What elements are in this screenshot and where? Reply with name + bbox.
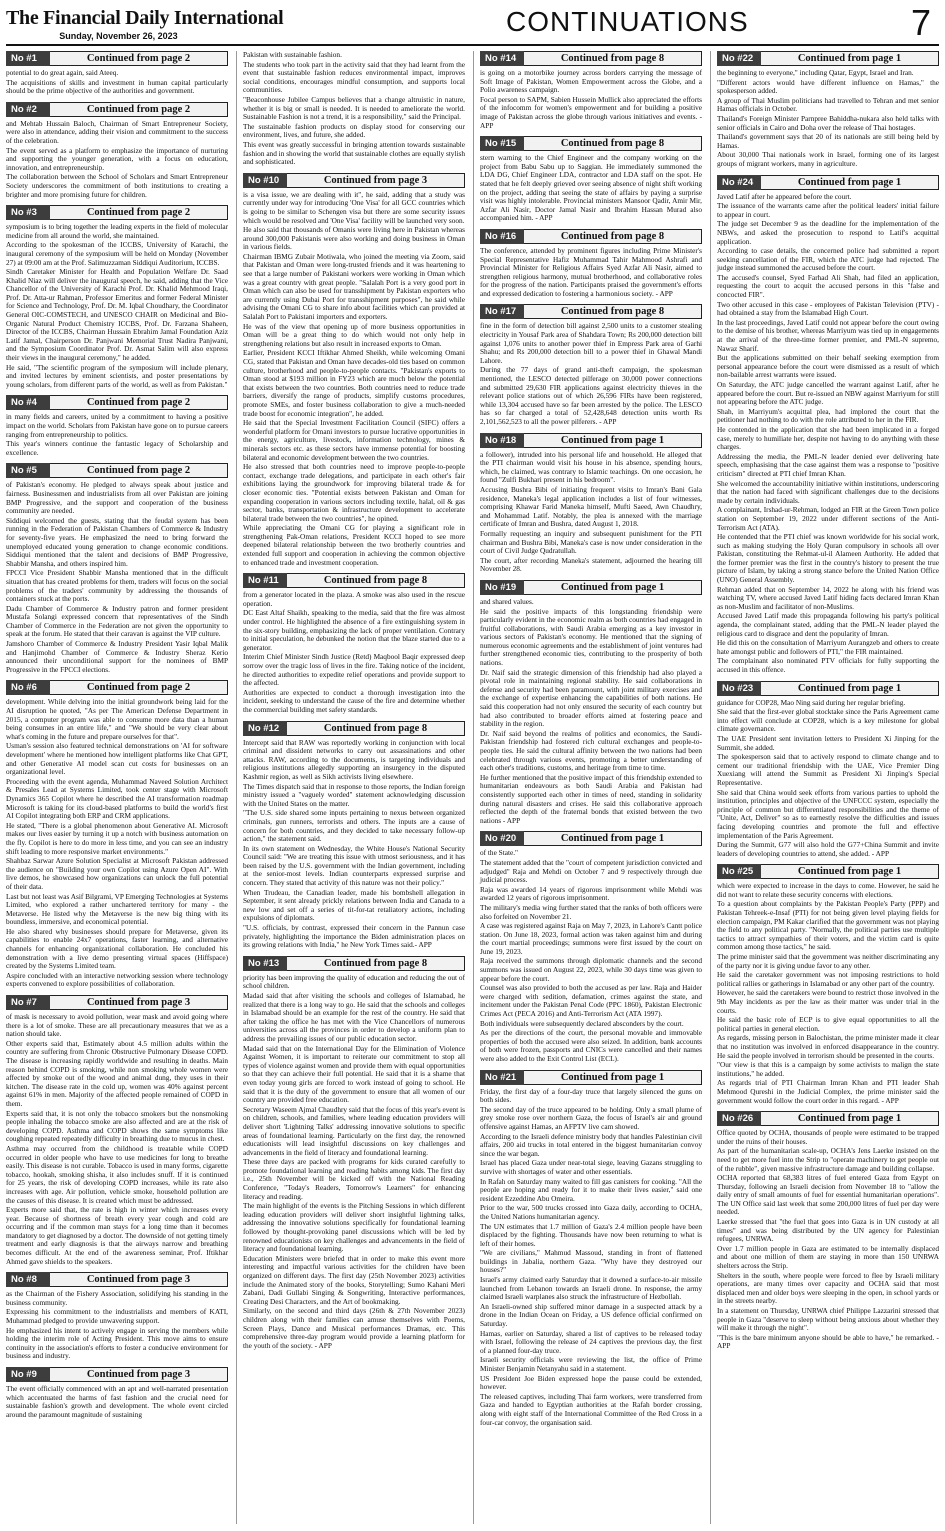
article-paragraph: The event served as a platform to emphasize the importance of nurturing and supporting the younger generation, with a focus on education, innovation, and entrepreneurship. [6, 145, 228, 172]
article-number-badge: No #15 [480, 136, 524, 151]
article-paragraph: Counsel was also provided to both the accused as per law. Raja and Haider were charged with sedition, defamation, crimes against the state, and incitement under the Pakistan Penal Code (PPC 1860), Pakistan Electronic Crimes Act (PECA 2016) and Anti-Terrorism Act (ATA 1997). [480, 983, 702, 1019]
article-paragraph: Thailand's government says that 20 of its nationals are still being held by Hamas. [717, 132, 939, 150]
article-paragraph: In Rafah on Saturday many waited to fill gas canisters for cooking. "All the people are hoping and ready for it to make their lives easier," said one resident Ezzeddine Abu Omeira. [480, 1176, 702, 1203]
column-2 [236, 51, 465, 1524]
article-paragraph: Office quoted by OCHA, thousands of people were estimated to be trapped under the ruins of their houses. [717, 1128, 939, 1146]
article-paragraph: He emphasized his intent to actively engage in serving the members while holding the interim role of Acting President. This move aims to ensure continuity in the association's efforts to foster a conducive environment for business and industry. [6, 1325, 228, 1361]
continued-from-label: Continued from page 2 [50, 51, 228, 66]
article-paragraph: During the Summit, G77 will also hold the G77+China Summit and invite leaders of developing countries to attend, she added. - APP [717, 840, 939, 858]
article-number-badge: No #3 [6, 205, 50, 220]
continued-article [480, 433, 702, 574]
article-body [717, 1129, 939, 1351]
article-header [480, 580, 702, 595]
column-1 [6, 51, 228, 1524]
article-paragraph: The students who took part in the activity said that they had learnt from the event that sustainable fashion reduces environmental impact, improves social conditions, encourages mindful consumption, and supports local communities. [243, 59, 465, 95]
article-columns [6, 46, 939, 1524]
article-header [6, 1367, 228, 1382]
article-paragraph: He said, "The scientific program of the symposium will include plenary, and invited lectures by eminent scientists, and poster presentations by young scholars, from different parts of the world, as well as from Pakistan." [6, 362, 228, 389]
article-header [480, 304, 702, 319]
article-body [6, 413, 228, 457]
article-paragraph: But the applications submitted on their behalf seeking exemption from personal appearance before the court were dismissed as a result of which non-bailable arrest warrants were issued. [717, 353, 939, 380]
article-header [6, 205, 228, 220]
continued-article [6, 680, 228, 989]
article-paragraph: Formally requesting an inquiry and subsequent punishment for the PTI chairman and Bushra Bibi, Maneka's case is now under consideration in the court of Civil Judge Qudratullah. [480, 528, 702, 556]
article-paragraph: is going on a motorbike journey across borders carrying the message of Soft Image of Pakistan, Women Empowerment across the Globe, and a Polio awareness campaign. [480, 68, 702, 95]
continued-from-label: Continued from page 1 [524, 831, 702, 846]
article-number-badge: No #21 [480, 1070, 524, 1085]
article-paragraph: "This is the bare minimum anyone should be able to have," he remarked. - APP [717, 1332, 939, 1351]
article-paragraph: in many fields and careers, united by a commitment to having a positive impact on the world. Scholars from Pakistan have gone on to pursue careers ranging from entrepreneurship to politics. [6, 412, 228, 439]
article-paragraph: Dadu Chamber of Commerce & Industry patron and former president Mustafa Solangi expressed concern that representatives of the Sindh Chamber of Commerce in the Federation are not given the opportunity to speak at the forum. He stated that their caravan is against the VIP culture. [6, 603, 228, 639]
article-number-badge: No #4 [6, 395, 50, 410]
article-paragraph: The spokesperson said that to actively respond to climate change and to cement our traditional friendship with the UAE, Vice Premier Ding Xuexiang will attend the Summit as President Xi Jinping's Special Representative. [717, 752, 939, 787]
article-header [6, 395, 228, 410]
article-paragraph: As part of the humanitarian scale-up, OCHA's Jens Laerke insisted on the need to get more fuel into the Strip to "operate machinery to get people out of the rubble", given massive infrastructure damage and building collapse. [717, 1146, 939, 1173]
article-body [6, 1290, 228, 1361]
continued-article [243, 956, 465, 1351]
article-paragraph: Javed Latif after he appeared before the court. [717, 191, 852, 201]
article-paragraph: As regards, missing person in Balochistan, the prime minister made it clear that no institution was involved in enforced disappearance in the country. He said the people involved in terrorism should be presented in the courts. [717, 1033, 939, 1060]
continued-article [480, 1070, 702, 1428]
continued-article [6, 995, 228, 1266]
article-paragraph: Experts said that, it is not only the tobacco smokers but the nonsmoking people inhaling the tobacco smoke are also affected and are at the risk of developing COPD. Asthma and COPD shows the same symptoms like coughing repeated repeatedly difficulty in breathing due to mucus in chest. [6, 1108, 228, 1144]
continued-from-label: Continued from page 8 [287, 573, 465, 588]
continued-from-label: Continued from page 2 [50, 205, 228, 220]
article-number-badge: No #11 [243, 573, 287, 588]
article-paragraph: The accused's counsel, Syed Farhad Ali Shah, had filed an application, requesting the court to acquit the accused persons in this "false and concocted FIR". [717, 272, 939, 300]
article-header [717, 1111, 939, 1126]
article-paragraph: The second day of the truce appeared to be holding. Only a small plume of grey smoke rose over northern Gaza, the focus of Israel's air and ground offensive against Hamas, an AFPTV live cam showed. [480, 1104, 702, 1131]
continued-article [480, 580, 702, 825]
article-paragraph: According to the Israeli defence ministry body that handles Palestinian civil affairs, 200 aid trucks in total entered in the biggest humanitarian convoy since the war began. [480, 1131, 702, 1158]
article-paragraph: Intercept said that RAW was reportedly working in conjunction with local criminal and dissident networks to carry out assassinations and other attacks. RAW, according to the documents, is targeting individuals and religious institutions allegedly supporting an insurgency in the disputed Kashmir region, as well as Sikh activists living elsewhere. [243, 737, 465, 781]
article-body [243, 191, 465, 568]
article-header [243, 956, 465, 971]
article-paragraph: Prior to the war, 500 trucks crossed into Gaza daily, according to OCHA, the United Nations humanitarian agency. [480, 1203, 702, 1221]
article-paragraph: Asthma may occurred from the childhood is treatable while COPD occurred in older people who have to use medicines for long to breathe easily. This disease is not curable. Tobacco is used in many forms, cigarette tobacco, hookah, smoking shisha, it also includes snuff. If it is continued for 25 years, the risk of developing COPD increases, while its rate also increases with age. Air pollution, vehicle smoke, household pollution are the causes of this disease. It is created which must be addressed. [6, 1143, 228, 1205]
article-number-badge: No #6 [6, 680, 50, 695]
article-paragraph: The prime minister said that the government was neither discriminating any of the party nor it is giving undue favor to any other. [717, 952, 939, 970]
article-paragraph: Both individuals were subsequently declared absconders by the court. [480, 1018, 684, 1028]
article-paragraph: An Israeli-owned ship suffered minor damage in a suspected attack by a drone in the Indian Ocean on Friday, a US defence official confirmed on Saturday. [480, 1301, 702, 1329]
continued-from-label: Continued from page 1 [761, 175, 939, 190]
article-paragraph: He also stressed that both countries need to improve people-to-people contact, exchange trade delegations, and participate in each other's fair exhibitions laying the groundwork for improving bilateral trade & for closer economic ties. "Potential exists between Pakistan and Oman for expanding cooperation in various sectors including textile, halal, oil & gas sector, banks, transportation & infrastructure development to accelerate bilateral trade between the two countries", he opined. [243, 462, 465, 523]
article-paragraph: Expressing his commitment to the industrialists and members of KATI, Muhammad pledged to provide unwavering support. [6, 1307, 228, 1326]
article-paragraph: The issuance of the warrants came after the political leaders' initial failure to appear in court. [717, 201, 939, 219]
article-paragraph: as the Chairman of the Fishery Association, solidifying his standing in the business community. [6, 1289, 228, 1307]
article-paragraph: Sindh Caretaker Minister for Health and Population Welfare Dr. Saad Khalid Niaz will deliver the inaugural speech, he said, adding that the Vice Chancellor of the University of Karachi Prof. Dr. Khalid Mehmood Iraqi, Prof. Dr. Atta-ur Rahman, Professor Emeritus and former Federal Minister for Science and Technology, Prof. Dr. M. Iqbal Choudhary, the Coordinator General OIC-COMSTECH, and UNESCO CHAIR on Medicinal and Bio-Organic Natural Product Chemistry ICCBS, Prof. Dr. Farzana Shaheen, Director of the ICCBS, Chairman Hussain Ebrahim Jamal Foundation Aziz Latif Jamal, Chairperson Dr. Panjwani Memorial Trust Nadira Panjwani, and the Symposium Coordinator Prof. Dr. Asmat Salim will also express their views in the inaugural ceremony," he added. [6, 267, 228, 363]
article-paragraph: Two other accused in this case - employees of Pakistan Television (PTV) - had obtained a stay from the Islamabad High Court. [717, 299, 939, 318]
continued-article [243, 51, 465, 167]
paper-name: The Financial Daily International [6, 7, 284, 29]
continued-article [717, 175, 939, 675]
article-paragraph: According to the spokesman of the ICCBS, University of Karachi, the inaugural ceremony of the symposium will be held on Monday (November 27) at 09:00 am at the Prof. Salimuzzaman Siddiqui Auditorium, ICCBS. [6, 240, 228, 267]
article-header [717, 175, 939, 190]
continued-article [480, 831, 702, 1063]
article-paragraph: Dr. Naif said beyond the realms of politics and economics, the Saudi-Pakistan friendship had fostered rich cultural exchanges and people-to-people ties. He said the cultural affinity between the two nations had been celebrated through various events, promoting a better understanding of each other's traditions, customs, and heritage from time to time. [480, 728, 702, 773]
continued-article [6, 102, 228, 199]
article-number-badge: No #1 [6, 51, 50, 66]
article-paragraph: Madad said that on the International Day for the Elimination of Violence Against Women, it is important to reiterate our commitment to stop all types of violence against women and provide them with equal opportunities so that they can achieve their full potential. He said that it is a shame that even today young girls are forced to work instead of going to school. He said that it is the duty of the government to ensure that all women of our country are provided free education. [243, 1043, 465, 1105]
article-paragraph: Aspire concluded with an interactive networking session where technology experts convened to explore possibilities of collaboration. [6, 970, 228, 989]
continued-article [717, 681, 939, 859]
article-paragraph: The UN estimates that 1.7 million of Gaza's 2.4 million people have been displaced by the fighting. Thousands have now been returning to what is left of their homes. [480, 1221, 702, 1248]
continued-article [480, 229, 702, 299]
article-body [717, 193, 939, 675]
continued-from-label: Continued from page 1 [524, 1070, 702, 1085]
article-number-badge: No #14 [480, 51, 524, 66]
article-number-badge: No #26 [717, 1111, 761, 1126]
article-body [6, 1013, 228, 1266]
article-header [717, 51, 939, 66]
article-body [6, 698, 228, 989]
article-paragraph: Accused Javed Latif made this propaganda following his party's political agenda, the complainant stated, adding that the PML-N leader played the religious card to disgrace and dent the popularity of Imran. [717, 611, 939, 638]
continued-from-label: Continued from page 1 [761, 1111, 939, 1126]
article-paragraph: the beginning to everyone," including Qatar, Egypt, Israel and Iran. [717, 68, 914, 77]
article-paragraph: Secretary Waseem Ajmal Chaudhry said that the focus of this year's event is on children, schools, and families, where leading education providers will deliver short 'Lightning Talks' addressing innovative solutions to specific areas of foundational learning. Particularly on the first day, the renowned educationists will lead insightful discussions on key challenges and advancements in the field of literacy and foundational learning. [243, 1104, 465, 1157]
continued-from-label: Continued from page 2 [50, 463, 228, 478]
article-paragraph: Last but not least was Asif Bilgrami, VP Emerging Technologies at Systems Limited, who explored a rather unchartered territory for many - the Metaverse. He listed why the Metaverse is the new big thing with its boundless, immersive, and economical potential. [6, 891, 228, 927]
article-paragraph: Shelters in the south, where people were forced to flee by Israeli military operations, are many times over capacity and OCHA said that most displaced men and older boys were sleeping in the open, in school yards or in the streets nearby. [717, 1270, 939, 1306]
article-header [243, 173, 465, 188]
article-paragraph: As per the directions of the court, the personal movable and immovable properties of both the accused were also seized. In addition, bank accounts of both were frozen, passports and CNICs were cancelled and their names were also added to the Exit Control List (ECL). [480, 1028, 702, 1063]
article-body [6, 120, 228, 199]
article-paragraph: is a visa issue, we are dealing with it", he said, adding that a study was currently under way for introducing 'One Visa' for all GCC countries which is going to be similar to Schengen visa but there are some security issues which would be resolved and 'One Visa' facility will be launched very soon. [243, 189, 465, 225]
article-paragraph: He also said that thousands of Omanis were living here in Pakistan whereas around 300,000 Pakistanis were also working and doing business in Oman in various fields. [243, 225, 465, 252]
article-paragraph: The complainant also nominated PTV officials for fully supporting the accused in this offence. [717, 656, 939, 674]
article-header [6, 680, 228, 695]
article-header [480, 433, 702, 448]
article-paragraph: Proceeding with the event agenda, Muhammad Naveed Solution Architect & Presales Lead at Systems Limited, took center stage with Microsoft Dynamics 365 Copilot where he described the AI transformation roadmap Microsoft is taking for its cloud-based platforms to build the world's first AI Copilot integrating both ERP and CRM applications. [6, 776, 228, 821]
article-paragraph: When Trudeau, the Canadian leader, made his bombshell allegation in September, it sent already prickly relations between India and Canada to a new low and set off a series of tit-for-tat retaliatory actions, including expulsions of diplomats. [243, 887, 465, 923]
continued-from-label: Continued from page 8 [287, 956, 465, 971]
article-paragraph: He said the caretaker government was not imposing restrictions to hold political rallies or gatherings in Islamabad or any other part of the country. [717, 970, 939, 988]
article-body [480, 247, 702, 299]
article-paragraph: Raja received the summons through diplomatic channels and the second summons was issued on August 22, 2023, while 30 days time was given to appear before the court. [480, 956, 702, 983]
column-4 [710, 51, 939, 1524]
article-paragraph: "Different actors would have different influence on Hamas," the spokesperson added. [717, 77, 939, 96]
continued-article [243, 573, 465, 714]
article-paragraph: She said that China would seek efforts from various parties to uphold the institution, principles and objective of the UNFCCC system, especially the principle of common but differentiated responsibilities and the theme of "Unite, Act, Deliver" so as to earnestly resolve the difficulties and issues facing developing countries and promote the full and effective implementation of the Paris Agreement. [717, 787, 939, 840]
article-header [480, 1070, 702, 1085]
article-number-badge: No #17 [480, 304, 524, 319]
article-paragraph: A complainant, Irshad-ur-Rehman, lodged an FIR at the Green Town police station on September 19, 2022 under different sections of the Anti-Terrorism Act (ATA). [717, 505, 939, 532]
article-paragraph: Education Ministers were briefed that in order to make this event more interesting and impactful various activities for the children have been organized on different days. The first day (25th November 2023) activities include the Animated story of the books, Storytelling; Sumo Kahani Meri Zabani, Dadi Gullabi Singing & Songwriting, Interactive performances, Creating Desi Characters, and the Art of bookmaking. [243, 1253, 465, 1306]
article-header [480, 229, 702, 244]
article-paragraph: Rehman added that on September 14, 2022 he along with his friend was watching TV, where accused Javed Latif hiding facts declared Imran Khan as non-Muslim and facilitator of non-Muslims. [717, 584, 939, 611]
article-paragraph: and Mehtab Hussain Baloch, Chairman of Smart Entrepreneur Society, were also in attendance, adding their vision and commitment to the success of the celebration. [6, 118, 228, 145]
article-paragraph: Experts more said that, the rate is high in winter which increases every year. Because of shortness of breath every year cough and cold are occurring and if the common man stays for a long time than it becomes mandatory to get diagnosed by a doctor. The downside of not getting timely treatment and early diagnosis is that the airways narrow and breathing becomes difficult. At the end of the awareness seminar, Prof. Iftikhar Ahmed gave shields to the speakers. [6, 1205, 228, 1266]
article-number-badge: No #8 [6, 1272, 50, 1287]
article-paragraph: US President Joe Biden expressed hope the pause could be extended, however. [480, 1373, 702, 1392]
continued-article [6, 1272, 228, 1361]
article-paragraph: symposium is to bring together the leading experts in the field of molecular medicine from all around the world, she maintained. [6, 222, 228, 240]
article-paragraph: from a generator located in the plaza. A smoke was also used in the rescue operation. [243, 590, 465, 608]
article-body [717, 882, 939, 1105]
article-number-badge: No #19 [480, 580, 524, 595]
article-paragraph: He also shared why businesses should prepare for Metaverse, given its capabilities to enable 24x7 operations, faster learning, and alternative channels for enhancing organizational collaboration. He concluded his demonstration with a live demo presenting virtual spaces (Hiffspace) created by the Systems Limited team. [6, 926, 228, 971]
article-header [6, 1272, 228, 1287]
article-paragraph: A case was registered against Raja on May 7, 2023, in Lahore's Cantt police station. On June 18, 2023, formal action was taken against him and during the court martial proceedings; summons were first issued by the court on June 19, 2023. [480, 921, 702, 956]
article-paragraph: The acquisitions of skills and investment in human capital particularly should be the prime objective of the authorities and government. [6, 77, 228, 96]
article-paragraph: Israeli security officials were reviewing the list, the office of Prime Minister Benjamin Netanyahu said in a statement. [480, 1355, 702, 1373]
article-paragraph: The court, after recording Maneka's statement, adjourned the hearing till November 28. [480, 555, 702, 574]
article-number-badge: No #10 [243, 173, 287, 188]
article-paragraph: OCHA reported that 68,383 litres of fuel entered Gaza from Egypt on Thursday, following an Israeli decision from November 18 to "allow the daily entry of small amounts of fuel for essential humanitarian operations". The UN Office said last week that some 200,000 litres of fuel per day were needed. [717, 1173, 939, 1217]
article-paragraph: Laerke stressed that "the fuel that goes into Gaza is in UN custody at all times" and was being distributed by the UN agency for Palestinian refugees, UNRWA. [717, 1217, 939, 1244]
article-paragraph: This year's winners continue the fantastic legacy of Scholarship and excellence. [6, 439, 228, 457]
article-paragraph: Friday, the first day of a four-day truce that largely silenced the guns on both sides. [480, 1086, 702, 1105]
article-paragraph: In a statement on Thursday, UNRWA chief Philippe Lazzarini stressed that people in Gaza "deserve to sleep without being anxious about whether they will make it through the night". [717, 1306, 939, 1333]
continued-article [717, 1111, 939, 1351]
article-body [480, 1088, 702, 1428]
article-header [6, 995, 228, 1010]
article-paragraph: fine in the form of detection bill against 2,500 units to a customer stealing electricity in Yousaf Park area of Shahdara Town; Rs 200,000 detection bill against 1,076 units to another power thief in Empress Park area of Garhi Shahu; and Rs 200,000 detection bill to a power thief in Ghawal Mandi Lahore. [480, 321, 702, 365]
article-paragraph: Raja was awarded 14 years of rigorous imprisonment while Mehdi was awarded 12 years of rigorous imprisonment. [480, 884, 702, 903]
article-body [6, 69, 228, 96]
article-paragraph: The UAE President sent invitation letters to President Xi Jinping for the Summit, she added. [717, 733, 939, 752]
article-paragraph: A group of Thai Muslim politicians had travelled to Tehran and met senior Hamas officials in October. [717, 95, 939, 114]
article-paragraph: Israel has placed Gaza under near-total siege, leaving Gazans struggling to survive with shortages of water and other essentials. [480, 1158, 702, 1176]
article-body [243, 974, 465, 1351]
article-paragraph: Pakistan with sustainable fashion. [243, 51, 342, 59]
article-paragraph: Israel's army claimed early Saturday that it downed a surface-to-air missile launched from Lebanon towards an Israeli drone. In response, the army claimed Israeli warplanes also struck the infrastructure of Hezbollah. [480, 1275, 702, 1302]
article-paragraph: He contended in the application that she had been implicated in a forged case, merely to humiliate her, despite not having to do anything with these charges. [717, 424, 939, 452]
article-paragraph: priority has been improving the quality of education and reducing the out of school children. [243, 972, 465, 991]
article-paragraph: The main highlight of the events is the Pitching Sessions in which different leading education providers will deliver short insightful lightning talks, addressing the innovative solutions specifically for foundational learning followed by thought-provoking panel discussions which will be led by renowned educationists on key challenges and advancements in the field of literacy and foundational learning. [243, 1201, 465, 1254]
article-body [480, 598, 702, 825]
article-paragraph: of Pakistan's economy. He pledged to always speak about justice and fairness. Businessmen and industrialists from all over Pakistan are joining BMP Progressive, and the support and cooperation of the business community are needed. [6, 480, 228, 516]
article-paragraph: According to case details, the concerned police had submitted a report seeking cancellation of the FIR, which the ATC judge had rejected. The judge instead summoned the accused before the court. [717, 246, 939, 273]
article-paragraph: Similarly, on the second and third days (26th & 27th November 2023) children along with their families can amuse themselves with Poems, Screen Plays, Dance and Musical performances Dramas, etc. This comprehensive three-day program would provide a learning platform for the youth of the society. - APP [243, 1306, 465, 1350]
article-body [6, 481, 228, 674]
article-paragraph: This event was greatly successful in bringing attention towards sustainable fashion and in showing the world that sustainable clothes are equally stylish and sophisticated. [243, 139, 465, 167]
article-header [480, 831, 702, 846]
article-paragraph: Focal person to SAPM, Sabien Hussein Mullick also appreciated the efforts of the infocomm for women's empowerment and for building a positive image of Pakistan across the globe through various initiatives and events. - APP [480, 94, 702, 130]
article-paragraph: However, he said the caretakers were bound to restrict those involved in the 9th May incidents as per the law as their matter was under trial in the courts. [717, 988, 939, 1015]
article-paragraph: "We are civilians," Mahmud Massoud, standing in front of flattened buildings in Jabalia, northern Gaza. "Why have they destroyed our houses?" [480, 1248, 702, 1275]
article-paragraph: About 30,000 Thai nationals work in Israel, forming one of its largest groups of migrant workers, many in agriculture. [717, 150, 939, 168]
article-paragraph: He said the positive impacts of this longstanding friendship were particularly evident in the economic realm as both countries had engaged in fruitful collaborations, with Saudi Arabia emerging as a key investor in various sectors of Pakistan's economy. He mentioned that the signing of numerous economic agreements and the establishment of joint ventures had further strengthened economic ties, contributing to the prosperity of both nations. [480, 606, 702, 668]
article-body [717, 699, 939, 859]
article-paragraph: Usman's session also featured technical demonstrations on 'AI for software development' where he mentioned how intelligent platforms like Chat GPT, and other Generative AI model scan cut costs for businesses on an organizational level. [6, 741, 228, 777]
article-paragraph: "The U.S. side shared some inputs pertaining to nexus between organized criminals, gun runners, terrorists and others. The inputs are a cause of concern for both countries, and they decided to take necessary follow-up action," the statement said. [243, 808, 465, 844]
section-title: CONTINUATIONS [506, 6, 749, 37]
article-paragraph: As regards trial of PTI Chairman Imran Khan and PTI leader Shah Mehmood Qureshi in the Judicial Complex, the prime minister said the government would follow the court order in this regard. - APP [717, 1078, 939, 1105]
article-paragraph: The conference, attended by prominent figures including Prime Minister's Special Representative Hafiz Muhammad Tahir Mahmood Ashrafi and Provincial Minister for Religious Affairs Syed Azfar Ali Nasir, aimed to strengthen religious harmony, mutual brotherhood, and collaborative roles for the progress of the nation. Participants praised the government's efforts and expressed dedication to fostering a harmonious society. - APP [480, 245, 702, 298]
article-body [480, 849, 702, 1063]
article-body [480, 322, 702, 426]
continued-article [6, 1367, 228, 1419]
continued-article [6, 395, 228, 457]
continued-from-label: Continued from page 8 [287, 721, 465, 736]
article-paragraph: He said the basic role of ECP is to give equal opportunities to all the political parties in general election. [717, 1015, 939, 1033]
continued-from-label: Continued from page 1 [524, 433, 702, 448]
article-paragraph: While appreciating the Omani CG for playing a significant role in strengthening Pak-Oman relations, President KCCI hoped to see more deepened bilateral relationship between the two brotherly countries and extended full support and cooperation in achieving the common objective to enhanced trade and investment cooperation. [243, 523, 465, 567]
article-paragraph: Jamshoro Chamber of Commerce & Industry President Yasir Iqbal Malik and Hanjimohd Chamber of Commerce & Industry Sheraz Kerio announced their unconditional support for the nominees of BMP Progressive in the FPCCI elections. [6, 639, 228, 674]
continued-article [717, 51, 939, 169]
edition-date: Sunday, November 26, 2023 [59, 31, 178, 41]
article-paragraph: He contended that the PTI chief was known worldwide for his social work, such as making studying the Holy Quran compulsory in schools all over Pakistan, constituting the Rehmat-ul-il Alameen Authority. He added that the former premier was the first in the country's history to present the true picture of Islam, by taking a strong stance before the United Nation Office (UNO) General Assembly. [717, 532, 939, 585]
article-paragraph: In its own statement on Wednesday, the White House's National Security Council said: "We are treating this issue with utmost seriousness, and it has been raised by the U.S. government with the Indian government, including at the senior-most levels. Indian counterparts expressed surprise and concern. They stated that activity of this nature was not their policy." [243, 843, 465, 888]
article-paragraph: Addressing the media, the PML-N leader denied ever delivering hate speech, emphasising that the case against them was a response to "positive criticism" directed at PTI chief Imran Khan. [717, 451, 939, 478]
continued-from-label: Continued from page 2 [50, 680, 228, 695]
continued-article [717, 864, 939, 1105]
article-number-badge: No #22 [717, 51, 761, 66]
continued-article [6, 463, 228, 674]
article-paragraph: and shared values. [480, 596, 534, 606]
article-paragraph: Earlier, President KCCI Iftikhar Ahmed Sheikh, while welcoming Omani CG, stated that Pakistan and Oman have decades-old ties based on common culture, brotherhood and people-to-people contacts. "Pakistan's exports to Oman stood at $193 million in FY23 which are much below the potential that exists between the two countries. Both countries need to reduce trade barriers, diversify the range of products, simplify customs procedures, promote SMEs, and foster business collaboration to give a much-needed trade boost for economic integration", he added. [243, 348, 465, 418]
article-header [243, 573, 465, 588]
article-paragraph: He was of the view that opening up of more business opportunities in Oman will be a great thing to do which would not only help in strengthening relations but also result in increased exports to Oman. [243, 321, 465, 348]
continued-from-label: Continued from page 2 [50, 395, 228, 410]
article-header [6, 463, 228, 478]
article-body [480, 69, 702, 130]
article-paragraph: Shah, in Marriyum's acquittal plea, had implored the court that the petitioner had nothing to do with the role attributed to her in the FIR. [717, 406, 939, 425]
article-body [6, 223, 228, 389]
article-paragraph: To a question about complaints by the Pakistan People's Party (PPP) and Pakistan Tehreek-e-Insaf (PTI) for not being given level playing fields for election campaign, PM Kakar clarified that the government was not playing the field to any political party. "Normally, the political parties use multiple tactics to attract sympathies of their voters, and the victim card is quite common among those tactics," he said. [717, 899, 939, 952]
continued-article [243, 721, 465, 950]
continued-from-label: Continued from page 8 [524, 304, 702, 319]
article-paragraph: The released captives, including Thai farm workers, were transferred from Gaza and handed to Egyptian authorities at the Rafah border crossing, along with eight staff of the International Committee of the Red Cross in a four-car convoy, the organisation said. [480, 1391, 702, 1427]
page-number: 7 [910, 2, 931, 43]
article-paragraph: stern warning to the Chief Engineer and the company working on the project from Babu Sabu up to Saggian. He immediately summoned the LDA DG, Chief Engineer LDA, contractor and LDA staff on the spot. He stated that he felt deeply grieved over seeing absence of night shift working on the project, adding that seeing the state of affairs by paying a surprise visit was highly intolerable. Provincial ministers Mansoor Qadir, Amir Mir, Azfar Ali Nasir, Doctor Jamal Nasir and Ibrahim Hassan Murad also accompanied him. - APP [480, 153, 702, 223]
article-paragraph: The military's media wing further stated that the ranks of both officers were also forfeited on November 21. [480, 902, 702, 921]
article-paragraph: of the State." [480, 848, 519, 858]
continued-article [6, 205, 228, 389]
article-paragraph: He said that the Special Investment Facilitation Council (SIFC) offers a wonderful platform for Omani investors to pursue lucrative opportunities in the energy, agriculture, livestock, information technology, mines & minerals sectors etc. as these sectors have immense potential for boosting bilateral and economic development between the two countries. [243, 418, 465, 462]
article-paragraph: guidance for COP28, Mao Ning said during her regular briefing. [717, 697, 906, 707]
article-number-badge: No #2 [6, 102, 50, 117]
continued-article [480, 136, 702, 223]
article-body [6, 1385, 228, 1419]
article-body [480, 154, 702, 223]
article-paragraph: Madad said that after visiting the schools and colleges of Islamabad, he realized that there is a long way to go. He said that the schools and colleges in Islamabad should be an example for the rest of the country. He said that after taking the office he has met with the Vice Chancellors of numerous universities across all the provinces in order to develop a uniform plan to address the prevailing issues of our public education sector. [243, 991, 465, 1043]
masthead-left [6, 7, 284, 44]
article-paragraph: He stated, "There is a global phenomenon about Generative AI. Microsoft makes our lives easier by turning it up a notch with business automation on the fly. Copilot is here to do more in less time, and you can see an industry shift leading to more responsive market environments." [6, 820, 228, 856]
article-body [243, 739, 465, 950]
column-3 [473, 51, 702, 1524]
article-paragraph: The collaboration between the School of Scholars and Smart Entrepreneur Society underscores the commitment of both institutions to creating a brighter and more promising future for children. [6, 172, 228, 199]
article-body [243, 591, 465, 714]
continued-from-label: Continued from page 3 [287, 173, 465, 188]
continued-from-label: Continued from page 2 [50, 102, 228, 117]
article-paragraph: The event officially commenced with an apt and well-narrated presentation which accentuated the harms of fast fashion and the crucial need for sustainable fashion's growth and development. The whole event circled around the paramount magnitude of sustaining [6, 1384, 228, 1419]
article-number-badge: No #18 [480, 433, 524, 448]
article-number-badge: No #20 [480, 831, 524, 846]
article-number-badge: No #16 [480, 229, 524, 244]
article-number-badge: No #25 [717, 864, 761, 879]
article-header [6, 102, 228, 117]
continued-article [243, 173, 465, 568]
continued-from-label: Continued from page 1 [761, 51, 939, 66]
article-header [6, 51, 228, 66]
article-header [480, 136, 702, 151]
article-paragraph: The Times dispatch said that in response to those reports, the Indian foreign ministry issued a "vaguely worded" statement acknowledging discussion with the United States on the matter. [243, 781, 465, 808]
article-paragraph: Dr. Naif said the strategic dimension of this friendship had also played a pivotal role in maintaining regional stability. He said collaborations in defense and security had been paramount, with joint military exercises and the exchange of expertise enhancing the capabilities of both nations. He said this cooperation had not only ensured the security of each country but had also contributed to broader efforts aimed at fostering peace and stability in the region. [480, 667, 702, 729]
article-paragraph: The statement added that the "court of competent jurisdiction convicted and adjudged" Raja and Mehdi on October 7 and 9 respectively through due judicial process. [480, 857, 702, 885]
article-paragraph: The sustainable fashion products on display stood for conserving our environment, lives, and future, she added. [243, 121, 465, 140]
continued-article [480, 304, 702, 426]
article-paragraph: The judge set December 9 as the deadline for the implementation of the NBWs, and asked the prosecution to respond to Latif's acquittal application. [717, 219, 939, 246]
continued-from-label: Continued from page 3 [50, 1272, 228, 1287]
article-paragraph: of mask is necessary to avoid pollution, wear mask and avoid going where there is a lot of smoke. These are all precautionary measures that we as a nation should take. [6, 1012, 228, 1039]
article-paragraph: DC East Altaf Shaikh, speaking to the media, said that the fire was almost under control. He highlighted the absence of a fire extinguishing system in the six-story building, emphasizing the lack of proper ventilation. Contrary to initial speculation, he debunked the notion that the blaze started due to a generator. [243, 608, 465, 652]
continued-article [480, 51, 702, 130]
article-paragraph: Other experts said that, Estimately about 4.5 million adults within the country are suffering from Chronic Obstructive Pulmonary Disease COPD. The disease is increasing rapidly worldwide and resulting in deaths. Main reason behind COPD is smoking, while non smoking whole women were affected by smoke out of the wood and animal dung, they uses in their kitchen. The disease rate in the cold up, women was 40% against percent against 61% in men. Majority of the affected people remained of COPD in them. [6, 1038, 228, 1108]
article-paragraph: development. While delving into the initial groundwork being laid for the AI disruption he quoted, "As per The American Defense Department in 2015, a computer program was able to consume more data than a human being consumes in an entire life," and "We should be very clear about what's coming in the future and prepare ourselves for that". [6, 697, 228, 741]
article-paragraph: "Beaconhouse Jubilee Campus believes that a change altruistic in nature, whether it is big or small is needed. It is needed to ameliorate the world. Sustainable Fashion is not a trend, it is a responsibility," said the Principal. [243, 94, 465, 122]
article-number-badge: No #9 [6, 1367, 50, 1382]
continued-from-label: Continued from page 8 [524, 229, 702, 244]
article-number-badge: No #24 [717, 175, 761, 190]
article-body [480, 451, 702, 574]
article-paragraph: Over 1.7 million people in Gaza are estimated to be internally displaced and about one million of them are staying in more than 150 UNRWA shelters across the Strip. [717, 1243, 939, 1271]
continued-from-label: Continued from page 3 [50, 1367, 228, 1382]
article-number-badge: No #13 [243, 956, 287, 971]
continued-article [6, 51, 228, 96]
article-paragraph: potential to do great again, said Ateeq. [6, 68, 119, 77]
article-paragraph: a follower), intruded into his personal life and household. He alleged that the PTI chairman would visit his house in his absence, spending hours, which, he claimed, was contrary to Islamic teachings. On one occasion, he found "Zulfi Bukhari present in his bedroom". [480, 449, 702, 485]
article-header [480, 51, 702, 66]
article-paragraph: which were expected to increase in the days to come. However, he said he did not want to relate these security concerns with elections. [717, 881, 939, 899]
article-paragraph: He did this on the consultation of Marriyum Aurangzeb and others to create hate amongst public and followers of PTI," the FIR maintained. [717, 638, 939, 656]
article-body [243, 51, 465, 167]
article-paragraph: "U.S. officials, by contrast, expressed their concern in the Pannun case privately, highlighting the importance the Biden administration places on its growing relations with India," he New York Times said.- APP [243, 923, 465, 950]
article-paragraph: She said that the first-ever global stocktake since the Paris Agreement came into effect will conclude at COP28, which is a key milestone for global climate governance. [717, 707, 939, 734]
article-paragraph: On Saturday, the ATC judge cancelled the warrant against Latif, after he appeared before the court. But re-issued an NBW against Marriyum for still not appearing before the ATC judge. [717, 380, 939, 407]
article-paragraph: Siddiqui welcomed the guests, stating that the feudal system has been running in the Federation of Pakistan Chambers of Commerce & Industry for seventy-five years. He emphasized the need to bring forward the unemployed educated young generation to change economic conditions. Siddiqui mentioned that the talent and decisions of BMP Progressive, Shabbir Mansha, and others inspired him. [6, 515, 228, 568]
article-number-badge: No #23 [717, 681, 761, 696]
article-paragraph: "Our view is that this is a campaign by some activists to malign the state institutions," he added. [717, 1060, 939, 1078]
article-paragraph: She welcomed the accountability initiative within institutions, underscoring that the nation had faced with significant challenges due to the decisions made by certain individuals. [717, 478, 939, 505]
article-header [243, 721, 465, 736]
article-paragraph: Accusing Bushra Bibi of initiating frequent visits to Imran's Bani Gala residence, Maneka's legal application includes a list of four witnesses, comprising Khawar Farid Maneka himself, Mufti Saeed, Awn Chaudhry, and Mohammad Latif. Notably, the plea is annexed with the marriage certificate of Imran and Bushra, dated August 1, 2018. [480, 484, 702, 529]
article-paragraph: Interim Chief Minister Sindh Justice (Retd) Maqbool Baqir expressed deep sorrow over the tragic loss of lives in the fire. Taking notice of the incident, he directed authorities to expedite relief operations and provide support to the affected. [243, 652, 465, 688]
article-paragraph: These three days are packed with programs for kids curated carefully to promote foundational learning and reading habits among kids. The first day i.e., 25th November will be kicked off with the National Reading Conference, "Today's Readers, Tomorrow's Learners" for enhancing literacy and reading. [243, 1157, 465, 1201]
article-paragraph: During the 77 days of grand anti-theft campaign, the spokesman mentioned, the LESCO detected pilferage on 30,000 power connections and submitted 29,630 FIR applications against electricity thieves in the relevant police stations out of which 26,596 FIRs have been registered, while 13,304 accused have so far been arrested by the police. The LESCO has so far charged a total of 52,428,648 detection units worth Rs 2,101,562,523 to all the power pilferers. - APP [480, 365, 702, 426]
article-paragraph: Chairman IBMG Zubair Motiwala, who joined the meeting via Zoom, said that Pakistan and Oman were long-trusted friends and it was heartening to see that a large number of Pakistani workers were working in Oman which was a great country with great people. "Salalah Port is a very good port in Oman which can also be used for transshipment by Pakistan exporters who are currently using Dubai Port for transshipment purposes", he said while advising the Omani CG to share info about facilities which can provided at Salalah Port to Pakistani importers and exporters. [243, 251, 465, 322]
continued-from-label: Continued from page 8 [524, 136, 702, 151]
article-paragraph: Authorities are expected to conduct a thorough investigation into the incident, seeking to understand the cause of the fire and determine whether the commercial building met safety standards. [243, 687, 465, 714]
article-paragraph: FPCCI Vice President Shabbir Mansha mentioned that in the difficult situation that has created problems for them, traders will focus on the social problems of the traders' community by addressing the thousands of containers stuck at the ports. [6, 568, 228, 604]
article-paragraph: Hamas, earlier on Saturday, shared a list of captives to be released today with Israel, following the release of 24 captives the previous day, the first of a planned four-day truce. [480, 1328, 702, 1355]
article-header [717, 681, 939, 696]
article-body [717, 69, 939, 169]
article-header [717, 864, 939, 879]
continued-from-label: Continued from page 1 [761, 864, 939, 879]
continued-from-label: Continued from page 8 [524, 51, 702, 66]
continued-from-label: Continued from page 1 [761, 681, 939, 696]
article-number-badge: No #5 [6, 463, 50, 478]
masthead [6, 0, 939, 46]
article-paragraph: Shahbaz Sarwar Azure Solution Specialist at Microsoft Pakistan addressed the audience on "Building your own Copilot using Azure Open AI". With live demos, he showcased how organizations can unlock the full potential of their data. [6, 856, 228, 891]
article-number-badge: No #12 [243, 721, 287, 736]
article-paragraph: He further mentioned that the positive impact of this friendship extended to humanitarian endeavours as both Saudi Arabia and Pakistan had consistently supported each other in times of need, standing in solidarity during natural disasters and crises. He said this collaborative approach reflected the depth of the fraternal bonds that existed between the two nations - APP [480, 772, 702, 825]
continued-from-label: Continued from page 3 [50, 995, 228, 1010]
article-paragraph: Thailand's Foreign Minister Parnpree Bahiddha-nukara also held talks with senior officials in Cairo and Doha over the release of Thai hostages. [717, 113, 939, 132]
article-number-badge: No #7 [6, 995, 50, 1010]
continued-from-label: Continued from page 1 [524, 580, 702, 595]
article-paragraph: In the last proceedings, Javed Latif could not appear before the court owing to the demise of his brother, whereas Marriyum was tied up in engagements at the arrival of the three-time former premier, and PML-N supremo, Nawaz Sharif. [717, 317, 939, 353]
